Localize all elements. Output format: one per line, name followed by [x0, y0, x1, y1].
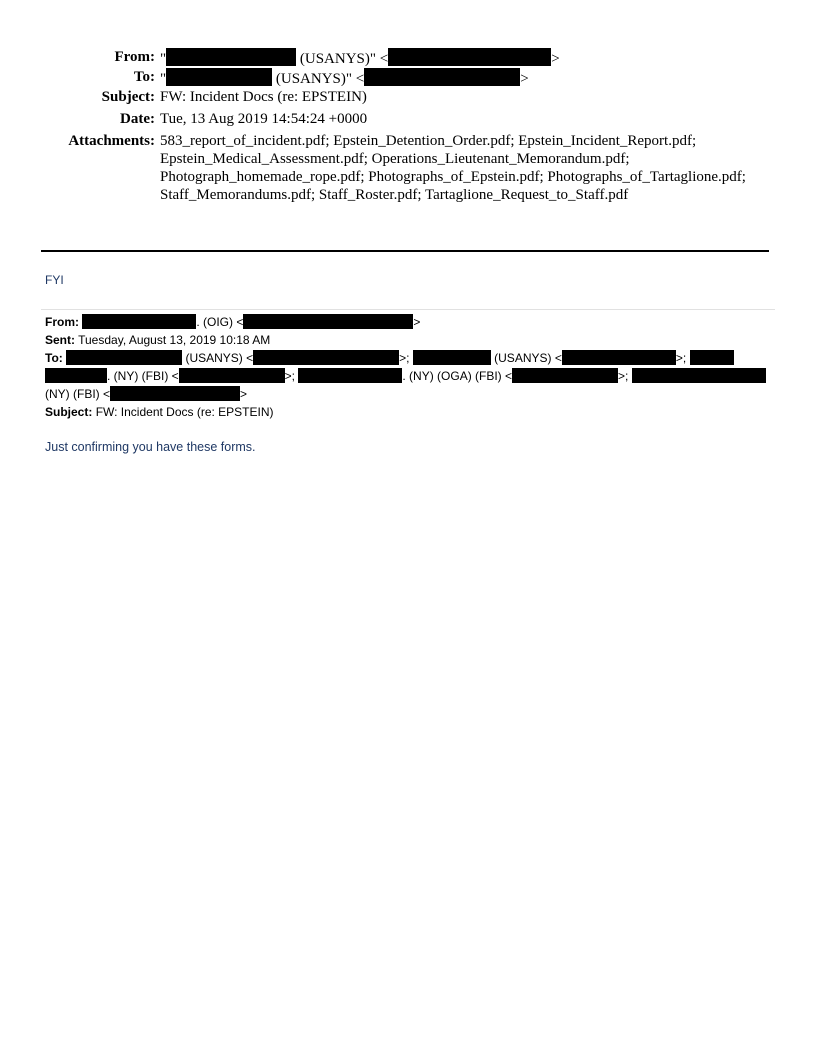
original-sent-value: Tuesday, August 13, 2019 10:18 AM	[78, 333, 271, 347]
original-subject-label: Subject:	[45, 405, 93, 419]
redaction-box	[690, 350, 734, 365]
header-from-row: From: " (USANYS)" < >	[40, 48, 780, 68]
date-value: Tue, 13 Aug 2019 14:54:24 +0000	[160, 111, 368, 127]
original-message-header	[45, 313, 772, 421]
redaction-box	[66, 350, 182, 365]
from-name-suffix: (USANYS)"	[299, 51, 377, 67]
header-divider	[41, 250, 769, 252]
subject-value: FW: Incident Docs (re: EPSTEIN)	[160, 89, 367, 105]
redaction-box	[364, 68, 520, 86]
to-name-suffix: (USANYS)"	[275, 71, 353, 87]
redaction-box	[110, 386, 240, 401]
redaction-box	[243, 314, 413, 329]
redaction-box	[298, 368, 402, 383]
redaction-box	[179, 368, 285, 383]
to-label: To:	[133, 69, 155, 85]
original-from-row: From: . (OIG) < >	[45, 315, 421, 329]
attachments-label: Attachments:	[68, 133, 155, 149]
email-header	[40, 48, 780, 204]
from-label: From:	[114, 49, 155, 65]
original-sent-label: Sent:	[45, 333, 75, 347]
original-subject-row	[45, 403, 772, 421]
redaction-box	[562, 350, 676, 365]
header-to-row: To: " (USANYS)" < >	[40, 68, 780, 88]
date-label: Date:	[120, 111, 155, 127]
forward-note: FYI	[45, 273, 64, 287]
redaction-box	[388, 48, 551, 66]
original-subject-value: FW: Incident Docs (re: EPSTEIN)	[95, 405, 274, 419]
redaction-box	[413, 350, 491, 365]
redaction-box	[45, 368, 107, 383]
redaction-box	[756, 368, 766, 383]
message-body: Just confirming you have these forms.	[45, 440, 256, 454]
subject-label: Subject:	[101, 89, 155, 105]
redaction-box	[632, 368, 756, 383]
original-from-label: From:	[45, 315, 79, 329]
redaction-box	[82, 314, 196, 329]
message-separator	[41, 309, 775, 310]
attachments-value: 583_report_of_incident.pdf; Epstein_Detention_Order.pdf; Epstein_Incident_Report.pdf; Epstein_Medical_Assessment.pdf; Operations_Lieutenant_Memorandum.pdf; Photograph_homemade_rope.pdf; Photographs_of_Epstein.pdf; Photographs_of_Tartaglione.pdf; Staff_Memorandums.pdf; Staff_Roster.pdf; Tartaglione_Request_to_Staff.pdf	[160, 133, 746, 203]
redaction-box	[253, 350, 399, 365]
header-date-row	[40, 110, 780, 128]
original-to-row: To: (USANYS) < >; (USANYS) < >; . (NY) (FBI) < >; . (NY) (OGA) (FBI) < >; (NY) (FBI) < >	[45, 349, 772, 403]
original-to-label: To:	[45, 351, 63, 365]
header-attachments-row	[40, 132, 780, 204]
header-subject-row	[40, 88, 780, 106]
original-sent-row	[45, 331, 772, 349]
redaction-box	[166, 68, 272, 86]
redaction-box	[166, 48, 296, 66]
redaction-box	[512, 368, 618, 383]
